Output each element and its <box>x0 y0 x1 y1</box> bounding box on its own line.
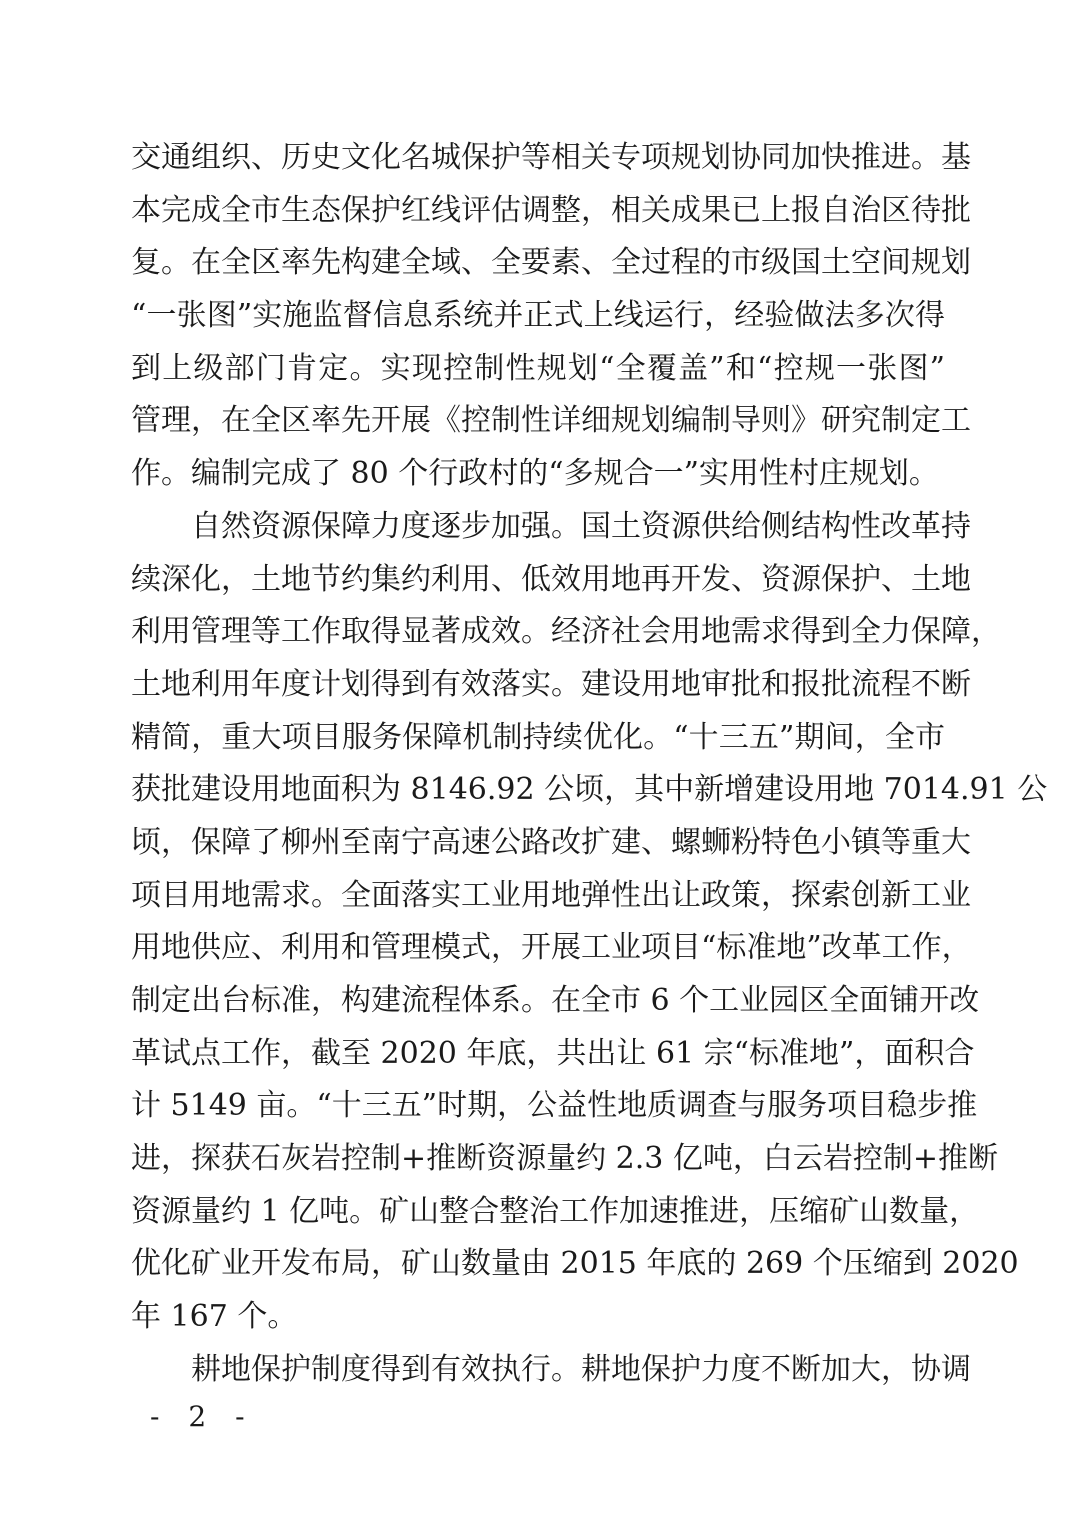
text-line: 用地供应、利用和管理模式，开展工业项目“标准地”改革工作， <box>131 930 972 966</box>
text-line: 作。编制完成了 80 个行政村的“多规合一”实用性村庄规划。 <box>131 456 939 492</box>
text-line: 进，探获石灰岩控制+推断资源量约 2.3 亿吨，白云岩控制+推断 <box>131 1141 999 1177</box>
text-line: 年 167 个。 <box>131 1299 298 1335</box>
text-line: 革试点工作，截至 2020 年底，共出让 61 宗“标准地”，面积合 <box>131 1035 975 1071</box>
text-line: 续深化，土地节约集约利用、低效用地再开发、资源保护、土地 <box>131 561 971 597</box>
page-number: - 2 - <box>150 1400 255 1433</box>
text-line: 本完成全市生态保护红线评估调整，相关成果已上报自治区待批 <box>131 192 971 228</box>
text-line: 精简，重大项目服务保障机制持续优化。“十三五”期间，全市 <box>131 719 945 755</box>
text-line: 计 5149 亩。“十三五”时期，公益性地质调查与服务项目稳步推 <box>131 1088 978 1124</box>
text-line: 复。在全区率先构建全域、全要素、全过程的市级国土空间规划 <box>131 245 971 281</box>
text-line: 资源量约 1 亿吨。矿山整合整治工作加速推进，压缩矿山数量， <box>131 1193 980 1229</box>
text-line: 耕地保护制度得到有效执行。耕地保护力度不断加大，协调 <box>191 1351 971 1387</box>
text-line: 项目用地需求。全面落实工业用地弹性出让政策，探索创新工业 <box>131 877 971 913</box>
text-line: 管理，在全区率先开展《控制性详细规划编制导则》研究制定工 <box>131 403 971 439</box>
text-line: 顷，保障了柳州至南宁高速公路改扩建、螺蛳粉特色小镇等重大 <box>131 824 971 860</box>
text-line: 制定出台标准，构建流程体系。在全市 6 个工业园区全面铺开改 <box>131 983 980 1018</box>
text-line: 交通组织、历史文化名城保护等相关专项规划协同加快推进。基 <box>131 140 971 175</box>
text-line: 到上级部门肯定。实现控制性规划“全覆盖”和“控规一张图” <box>131 350 945 386</box>
text-line: 自然资源保障力度逐步加强。国土资源供给侧结构性改革持 <box>191 508 971 544</box>
text-line: “一张图”实施监督信息系统并正式上线运行，经验做法多次得 <box>131 298 945 334</box>
text-line: 获批建设用地面积为 8146.92 公顷，其中新增建设用地 7014.91 公 <box>131 772 1048 808</box>
text-line: 利用管理等工作取得显著成效。经济社会用地需求得到全力保障， <box>131 614 1001 650</box>
body-text <box>131 132 1048 1397</box>
text-line: 优化矿业开发布局，矿山数量由 2015 年底的 269 个压缩到 2020 <box>131 1246 1019 1282</box>
text-line: 土地利用年度计划得到有效落实。建设用地审批和报批流程不断 <box>131 666 971 702</box>
